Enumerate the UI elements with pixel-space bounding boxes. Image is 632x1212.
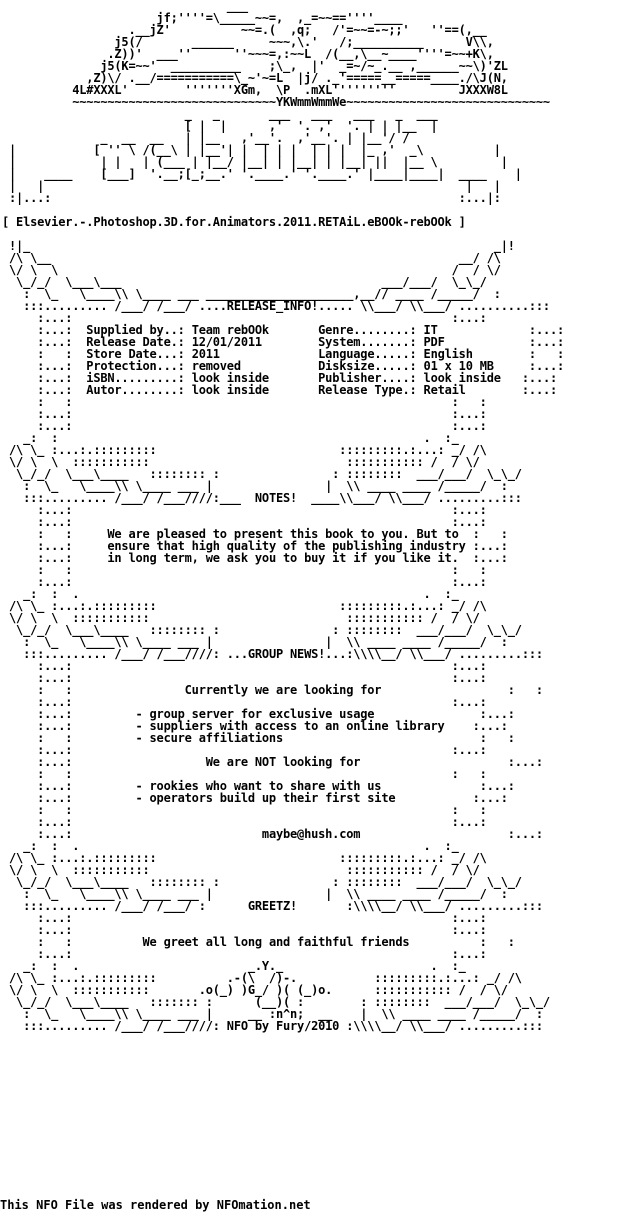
notes-heading: NOTES! — [254, 491, 298, 505]
news-item-1: - group server for exclusive usage — [135, 707, 375, 721]
signature: NFO by Fury/2010 — [226, 1019, 340, 1033]
isbn-value: look inside — [191, 371, 269, 385]
group-news-frame: _: : . . :_ /\ \_ :...:.::::::::: :::::::::.:...: _/ /\ \/ \ \ ::::::::::: ::::::::::: / / \/ \_/_/ \___\____ :::::::: : : :::::::: ___/___/ \_\_/ : \_ \____\\ \____ ___ | | \\ ____ ____ /_____/ : :::......... /___/ /___////: ...GROUP NEWS!...:\\\\__/ \\___/ .........::: :...: :...: :...: :...: : : Currently we are looking for : : :...: :...: :...: - group server for exclusive usage :...: :...: - suppliers with access to an online library :...: : : - secure affiliations : : :...: :...: :...: We are NOT looking for :...: : : : : :...: - rookies who want to share with us :...: :...: - operators build up their first site :...: : : : : :...: :...: :...: maybe@hush.com :...: — [9, 587, 543, 841]
language-value: English — [423, 347, 473, 361]
group-email: maybe@hush.com — [261, 827, 361, 841]
supplied-by-value: Team rebOOk — [191, 323, 269, 337]
disksize-value: 01 x 10 MB — [423, 359, 494, 373]
looking-for-heading: Currently we are looking for — [184, 683, 382, 697]
group-news-heading: GROUP NEWS! — [247, 647, 326, 661]
greetz-frame: _: : . . :_ /\ \_ :...:.::::::::: :::::::::.:...: _/ /\ \/ \ \ ::::::::::: ::::::::::: / / \/ \_/_/ \___\____ :::::::: : : :::::::: ___/___/ \_\_/ : \_ \____\\ \____ ___ | | \\ ____ ____ /_____/ : :::......... /___/ /___/ : GREETZ! :\\\\__/ \\___/ .........::: :...: :...: :...: :...: : : We greet all long and faithful friends : : :...: :...: — [9, 839, 543, 961]
nfo-art — [2, 0, 564, 1032]
release-info-frame: !|_ _|! /\ \__ __/ /\ \/ \ \ / / \/ \_/_/ \___\___ ___/___/ \_\_/ : \_ \____\\ \____ ___ _____________________,__// ____ /_____/ : :::......... /___/ /___/ ....RELEASE_INFO!..... \\___/ \\___/ ..........::: :...: :...: :...: Supplied by..: Team rebOOk Genre........: IT :...: :...: Release Date.: 12/01/2011 System.......: PDF :...: : : Store Date...: 2011 Language.....: English : : :...: Protection...: removed Disksize.....: 01 x 10 MB :...: :...: iSBN.........: look inside Publisher....: look inside :...: :...: Autor........: look inside Release Type.: Retail :...: : : : : :...: :...: :...: :...: — [9, 239, 565, 433]
news-item-5: - operators build up their first site — [135, 791, 396, 805]
logo-ascii-art: _ _ ___ ___ ___ _ ___ [ | | ,' '. ,' '. | | |__ | _ __ __ | |__ ,'__'. ,'__'. | |__'/ / | [ '' \ /(__\ | |__'| | | | | | | | |_ ,' _\ | | | | | (___ | |__/ |__| | |__| | |__| || |__ \ | | ____ [___] '.__;[_;__.' '.____.' '.____.' |____|____| ____ | | | | | :|...: :...|: — [9, 107, 522, 205]
autor-value: look inside — [191, 383, 269, 397]
release-type-value: Retail — [423, 383, 466, 397]
greetz-line-1: We greet all long and faithful friends — [142, 935, 410, 949]
news-item-2: - suppliers with access to an online library — [135, 719, 445, 733]
publisher-value: look inside — [423, 371, 501, 385]
news-item-4: - rookies who want to share with us — [135, 779, 382, 793]
book-ascii-art: ___ jf;''''=\_____~~=, ,_=~~==''''____ .__jZ' ~~=.( ,q; /'=~~=-~;;' ''==(,__ j5(/ ______ ~~~,\.' /;__________ V\\, .Z))' ___'' ''~~~=,:~~L /(__,\__~____''''=~~+K\, j5(K=~~' __________ ;\_, |' _=~/~_.__ ,______~~\)'ZL ,Z)\/ .__/===========\_~'~=L |j/ ._'=====__=====____./\J(N, 4L#XXXL' '''''''XGm, \P .mXL''''''''' JXXXW8L ~~~~~~~~~~~~~~~~~~~~~~~~~~~~~YKWmmWmmWe~~~~~~~~~~~~~~~~~~~~~~~~~~~~~ — [72, 0, 550, 109]
protection-value: removed — [191, 359, 241, 373]
store-date-value: 2011 — [191, 347, 220, 361]
notes-line-3: in long term, we ask you to buy it if you like it. — [107, 551, 459, 565]
release-date-value: 12/01/2011 — [191, 335, 262, 349]
greetz-heading: GREETZ! — [247, 899, 298, 913]
genre-value: IT — [423, 323, 438, 337]
not-looking-for-heading: We are NOT looking for — [205, 755, 361, 769]
release-info-heading: RELEASE_INFO! — [226, 299, 319, 313]
notes-line-1: We are pleased to present this book to you. But to — [107, 527, 459, 541]
news-item-3: - secure affiliations — [135, 731, 283, 745]
system-value: PDF — [423, 335, 445, 349]
signature-frame: _: : . _.Y._ . :_ /\ \_ :...:.::::::::: .-(\ /)-. :::::::::.:...: _/ /\ \/ \ \ ::::::::::: .o(_) )G_/ )( (_)o. ::::::::::: / / \/ \_/_/ \___\____ ::::::: : (__)( : : :::::::: ___/___/ \_\_/ : \_ \____\\ \____ ___ | __ :n^n; __ | \\ ____ ____ /_____/ : :::......... /___/ /___////: NFO by Fury/2010 :\\\\__/ \\___/ .........::: — [9, 959, 550, 1033]
release-title: [ Elsevier.-.Photoshop.3D.for.Animators.2011.RETAiL.eBOOk-rebOOk ] — [2, 215, 466, 229]
notes-line-2: ensure that high quality of the publishing industry — [107, 539, 466, 553]
notes-frame: _: : . :_ /\ \_ :...:.::::::::: :::::::::.:...: _/ /\ \/ \ \ ::::::::::: ::::::::::: / / \/ \_/_/ \___\____ :::::::: : : :::::::: ___/___/ \_\_/ : \_ \____\\ \____ ___ | | \\ ____ ____ /_____/ : :::......... /___/ /___////:___ NOTES! ____\\___/ \\___/ .........::: :...: :...: :...: :...: : : We are pleased to present this book to you. But to : : :...: ensure that high quality of the publishing industry :...: :...: in long term, we ask you to buy it if you like it. :...: : : : : :...: :...: — [9, 431, 522, 589]
footer-credit: This NFO File was rendered by NFOmation.net — [0, 1198, 311, 1212]
